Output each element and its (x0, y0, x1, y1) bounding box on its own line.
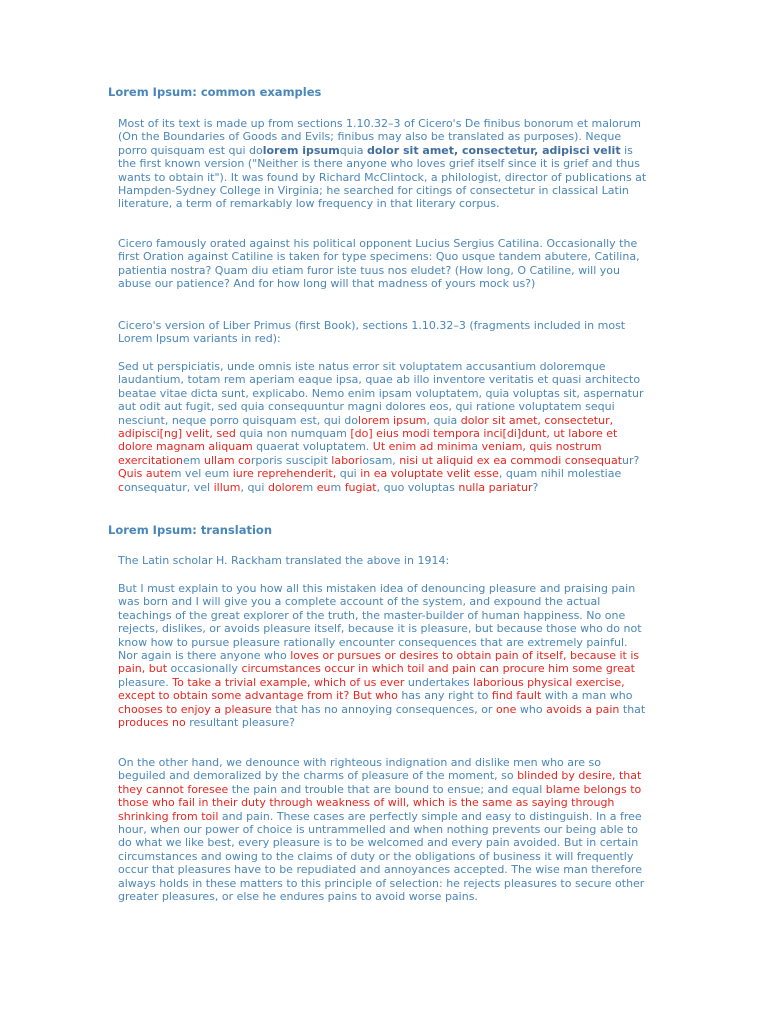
paragraph-translation-2 (118, 756, 648, 903)
highlighted-fragment: blinded by desire, that they cannot foresee (118, 769, 642, 796)
heading-translation: Lorem Ipsum: translation (108, 523, 273, 537)
bold-fragment: lorem ipsum (262, 143, 340, 157)
highlighted-fragment: iure reprehenderit, (232, 467, 337, 481)
paragraph-liber-primus: Cicero's version of Liber Primus (first Book), sections 1.10.32–3 (fragments included in most Lorem Ipsum variants in red): (118, 319, 626, 346)
highlighted-fragment: circumstances occur in which toil and pain can procure him some great (241, 662, 635, 676)
text-fragment: ? (532, 480, 539, 494)
text-fragment: the pain and trouble that are bound to ensue; and equal (228, 782, 546, 796)
heading-common-examples: Lorem Ipsum: common examples (108, 85, 322, 99)
highlighted-fragment: produces no (118, 716, 186, 730)
text-fragment: that has no annoying consequences, or (271, 702, 496, 716)
text-fragment: quaerat voluptatem. (252, 440, 373, 454)
highlighted-fragment: avoids a pain (546, 702, 620, 716)
highlighted-fragment: Quis aute (118, 467, 171, 481)
text-fragment: occasionally (167, 662, 242, 676)
highlighted-fragment: dolor sit amet, consectetur, adipisci[ng] velit, sed (118, 413, 614, 441)
paragraph-origin (118, 117, 648, 211)
text-fragment: qui (336, 467, 361, 481)
text-fragment: , quia (426, 413, 461, 427)
text-fragment: m (302, 480, 317, 494)
text-fragment: But I must explain to you how all this mistaken idea of denouncing pleasure and praising pain was born and I will give you a complete account of the system, and expound the actual teachings of the great explorer of the truth, the master-builder of human happiness. No one rejects, dislikes, or avoids pleasure itself, because it is pleasure, but because those who do not know how to pursue pleasure rationally encounter consequences that are extremely painful. Nor again is there anyone who (118, 582, 642, 663)
highlighted-fragment: loves or pursues or desires to obtain pain of itself, because it is pain, but (118, 649, 640, 676)
text-fragment: Sed ut perspiciatis, unde omnis iste natus error sit voluptatem accusantium doloremque laudantium, totam rem aperiam eaque ipsa, quae ab illo inventore veritatis et quasi architecto beatae vitae dicta sunt, explicabo. Nemo enim ipsam voluptatem, quia voluptas sit, aspernatur aut odit aut fugit, sed quia consequuntur magni dolores eos, qui ratione voluptatem sequi nesciunt, neque porro quisquam est, qui do (118, 360, 644, 427)
paragraph-translation-1 (118, 582, 648, 729)
text-fragment: m vel eum (170, 467, 233, 481)
text-fragment: quia (339, 143, 367, 157)
text-fragment: , quam nihil molestiae (498, 467, 622, 481)
text-fragment: resultant pleasure? (185, 716, 295, 730)
text-fragment: quia non numquam (235, 427, 351, 441)
highlighted-fragment: c (118, 480, 125, 494)
highlighted-fragment: To take a trivial example, which of us ever (172, 675, 405, 689)
text-fragment: m (330, 480, 345, 494)
highlighted-fragment: dolore (267, 480, 303, 494)
bold-fragment: dolor sit amet, consectetur, adipisci (366, 143, 590, 157)
text-fragment: Most of its text is made up from sections 1.10.32–3 of Cicero's De finibus bonorum et malorum (On the Boundaries of Goods and Evils; finibus may also be translated as purposes). Neque porro quisquam est qui do (118, 117, 641, 157)
paragraph-catilina: Cicero famously orated against his political opponent Lucius Sergius Catilina. Occasionally the first Oration against Catiline is taken for type specimens: Quo usque tandem abutere, Catilina, patientia nostra? Quam diu etiam furor iste tuus nos eludet? (How long, O Catiline, will you abuse our patience? And for how long will that madness of yours mock us?) (118, 237, 640, 291)
highlighted-fragment: illum (213, 480, 241, 494)
paragraph-rackham: The Latin scholar H. Rackham translated the above in 1914: (118, 554, 450, 567)
highlighted-fragment: one (495, 702, 517, 716)
highlighted-fragment: [do] eius modi tempora inci[di]dunt, ut labore et dolore magnam aliquam (118, 427, 618, 454)
text-fragment: On the other hand, we denounce with righteous indignation and dislike men who are so beguiled and demoralized by the charms of pleasure of the moment, so (118, 756, 602, 783)
text-fragment: ur? (622, 453, 640, 467)
highlighted-fragment: eu (316, 480, 331, 494)
highlighted-fragment: nulla pariatur (458, 480, 533, 494)
highlighted-fragment: find fault (491, 689, 542, 703)
text-fragment: , quo voluptas (376, 480, 459, 494)
highlighted-fragment: nisi ut aliquid ex ea commodi consequat (399, 453, 623, 467)
text-fragment: who (516, 702, 547, 716)
text-fragment: osam, (362, 453, 400, 467)
text-fragment: with a man who (541, 689, 633, 703)
highlighted-fragment: labori (331, 453, 363, 467)
highlighted-fragment: lorem ipsum (358, 413, 427, 427)
highlighted-fragment: ullam co (204, 453, 251, 467)
bold-fragment: velit (593, 143, 621, 157)
highlighted-fragment: fugiat (344, 480, 377, 494)
highlighted-fragment: Ut enim ad minim (372, 440, 472, 454)
text-fragment: has any right to (397, 689, 492, 703)
text-fragment: a (471, 440, 482, 454)
text-fragment: is the first known version ("Neither is there anyone who loves grief itself since it is grief and thus wants to obtain it"). It was found by Richard McClintock, a philologist, director of publications at Hampden-Sydney College in Virginia; he searched for citings of consectetur in classical Latin literature, a term of remarkably low frequency in that literary corpus. (118, 143, 647, 211)
paragraph-latin-text (118, 360, 648, 494)
text-fragment: undertakes (404, 675, 474, 689)
text-fragment: , qui (240, 480, 268, 494)
highlighted-fragment: chooses to enjoy a pleasure (118, 702, 272, 716)
text-fragment: em (183, 453, 205, 467)
highlighted-fragment: veniam, quis nostrum exercitation (118, 440, 602, 467)
text-fragment: onsequatur, vel (124, 480, 214, 494)
highlighted-fragment: blame belongs to those who fail in their duty through weakness of will, which is the same as saying through shrinking from toil (118, 782, 642, 823)
text-fragment: rporis suscipit (250, 453, 332, 467)
highlighted-fragment: laborious physical exercise, except to obtain some advantage from it? But who (118, 675, 625, 703)
text-fragment: pleasure. (118, 675, 173, 689)
highlighted-fragment: in ea voluptate velit esse (360, 467, 499, 481)
text-fragment: that (619, 702, 646, 716)
text-fragment: and pain. These cases are perfectly simple and easy to distinguish. In a free hour, when our power of choice is untrammelled and when nothing prevents our being able to do what we like best, every pleasure is to be welcomed and every pain avoided. But in certain circumstances and owing to the claims of duty or the obligations of business it will frequently occur that pleasures have to be repudiated and annoyances accepted. The wise man therefore always holds in these matters to this principle of selection: he rejects pleasures to secure other greater pleasures, or else he endures pains to avoid worse pains. (118, 809, 645, 904)
